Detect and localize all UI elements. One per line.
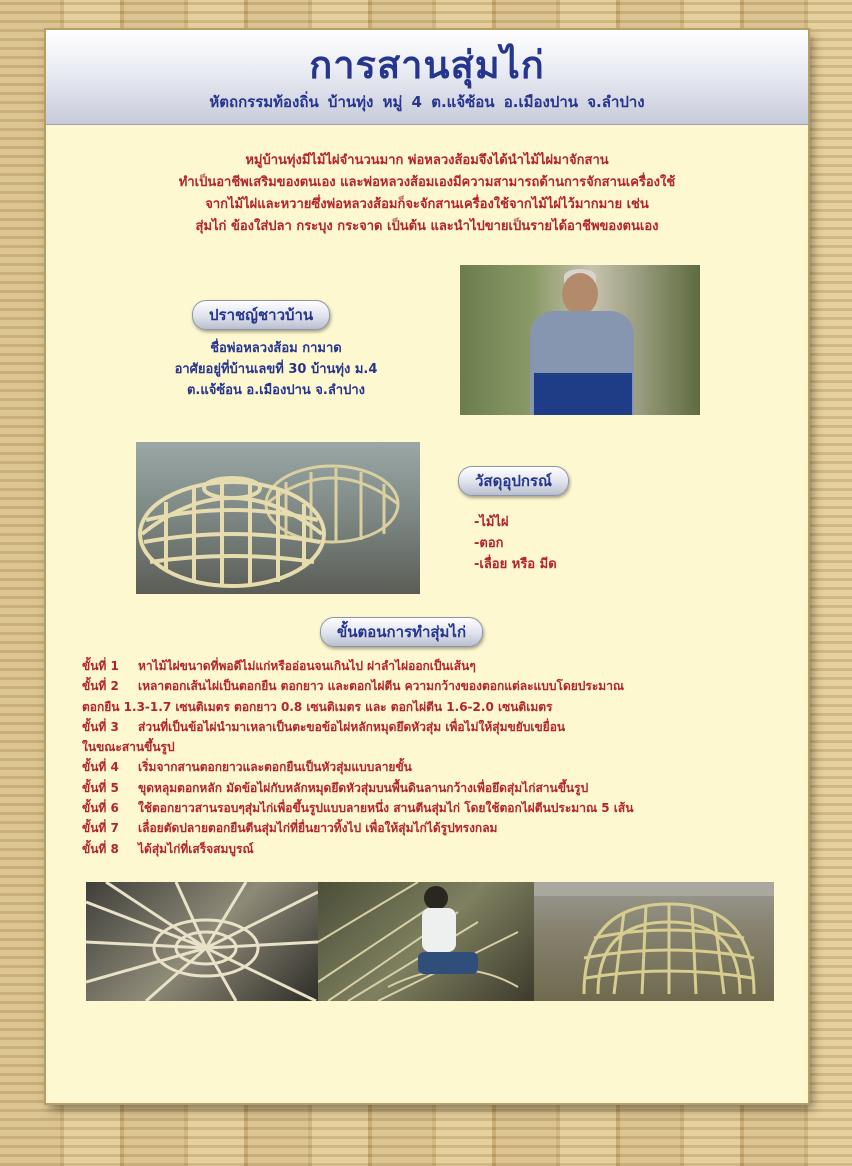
step-text: ส่วนที่เป็นข้อไผ่นำมาเหลาเป็นตะขอข้อไผ่หลักหมุดยึดหัวสุ่ม เพื่อไม่ให้สุ่มขยับเขยื่อน xyxy=(138,719,566,734)
intro-line: จากไม้ไผ่และหวายซึ่งพ่อหลวงส้อมก็จะจักสานเครื่องใช้จากไม้ไผ่ไว้มากมาย เช่น xyxy=(205,197,649,212)
step-continuation: ในขณะสานขึ้นรูป xyxy=(82,740,175,755)
wise-person-info xyxy=(106,338,446,401)
step-text: เหลาตอกเส้นไผ่เป็นตอกยืน ตอกยาว และตอกไผ่ตีน ความกว้างของตอกแต่ละแบบโดยประมาณ xyxy=(138,679,625,694)
material-item: -ไม้ไผ่ xyxy=(474,515,509,530)
chicken-basket-photo xyxy=(136,442,420,594)
step-text: หาไม้ไผ่ขนาดที่พอดีไม่แก่หรืออ่อนจนเกินไป ผ่าลำไผ่ออกเป็นเส้นๆ xyxy=(138,659,476,673)
weaving-work-photo xyxy=(318,882,534,1001)
material-item: -ตอก xyxy=(474,536,504,551)
wise-person-district: ต.แจ้ซ้อน อ.เมืองปาน จ.ลำปาง xyxy=(186,383,366,398)
step-label: ขั้นที่ 2 xyxy=(82,679,119,694)
step-label: ขั้นที่ 7 xyxy=(82,821,119,836)
material-item: -เลื่อย หรือ มีด xyxy=(474,557,557,572)
step-text: ได้สุ่มไก่ที่เสร็จสมบูรณ์ xyxy=(138,841,254,856)
page-title: การสานสุ่มไก่ xyxy=(309,43,545,87)
steps-heading: ขั้นตอนการทำสุ่มไก่ xyxy=(320,617,483,647)
steps-list xyxy=(82,656,802,859)
wise-person-name: ชื่อพ่อหลวงส้อม กามาด xyxy=(210,341,342,356)
step-text: ใช้ตอกยาวสานรอบๆสุ่มไก่เพื่อขึ้นรูปแบบลายหนึ่ง สานตีนสุ่มไก่ โดยใช้ตอกไผ่ตีนประมาณ 5 เส้น xyxy=(138,801,634,816)
step-text: เริ่มจากสานตอกยาวและตอกยืนเป็นหัวสุ่มแบบลายขั้น xyxy=(138,760,412,775)
materials-heading: วัสดุอุปกรณ์ xyxy=(458,466,569,496)
step-item xyxy=(82,717,802,737)
intro-line: หมู่บ้านทุ่งมีไม้ไผ่จำนวนมาก พ่อหลวงส้อมจึงได้นำไม้ไผ่มาจักสาน xyxy=(245,153,609,168)
step-label: ขั้นที่ 1 xyxy=(82,659,119,673)
wise-person-photo xyxy=(460,265,700,415)
intro-paragraph xyxy=(56,150,798,238)
step-item xyxy=(82,818,802,838)
step-label: ขั้นที่ 4 xyxy=(82,760,119,775)
step-text: เลื่อยตัดปลายตอกยืนตีนสุ่มไก่ที่ยื่นยาวทิ้งไป เพื่อให้สุ่มไก่ได้รูปทรงกลม xyxy=(138,821,498,836)
step-continuation: ตอกยืน 1.3-1.7 เซนติเมตร ตอกยาว 0.8 เซนติเมตร และ ตอกไผ่ตีน 1.6-2.0 เซนติเมตร xyxy=(82,699,553,714)
step-item xyxy=(82,656,802,676)
weaving-base-photo xyxy=(86,882,318,1001)
materials-list xyxy=(474,512,557,575)
step-label: ขั้นที่ 8 xyxy=(82,841,119,856)
step-text: ขุดหลุมตอกหลัก มัดข้อไผ่กับหลักหมุดยึดหัวสุ่มบนพื้นดินลานกว้างเพื่อยึดสุ่มไก่สานขึ้นรูป xyxy=(138,780,589,795)
step-item xyxy=(82,757,802,777)
poster-board xyxy=(46,30,808,1103)
wise-person-heading: ปราชญ์ชาวบ้าน xyxy=(192,300,330,330)
finished-basket-photo xyxy=(534,882,774,1001)
step-item xyxy=(82,676,802,696)
step-label: ขั้นที่ 3 xyxy=(82,719,119,734)
step-item xyxy=(82,839,802,859)
step-label: ขั้นที่ 6 xyxy=(82,801,119,816)
poster-header xyxy=(46,30,808,125)
intro-line: ทำเป็นอาชีพเสริมของตนเอง และพ่อหลวงส้อมเองมีความสามารถด้านการจักสานเครื่องใช้ xyxy=(178,175,676,190)
step-item xyxy=(82,778,802,798)
step-item xyxy=(82,798,802,818)
intro-line: สุ่มไก่ ข้องใส่ปลา กระบุง กระจาด เป็นต้น และนำไปขายเป็นรายได้อาชีพของตนเอง xyxy=(195,219,659,234)
step-label: ขั้นที่ 5 xyxy=(82,780,119,795)
wise-person-address: อาศัยอยู่ที่บ้านเลขที่ 30 บ้านทุ่ง ม.4 xyxy=(174,362,378,377)
page-subtitle: หัตถกรรมท้องถิ่น บ้านทุ่ง หมู่ 4 ต.แจ้ซ้อน อ.เมืองปาน จ.ลำปาง xyxy=(209,93,645,111)
